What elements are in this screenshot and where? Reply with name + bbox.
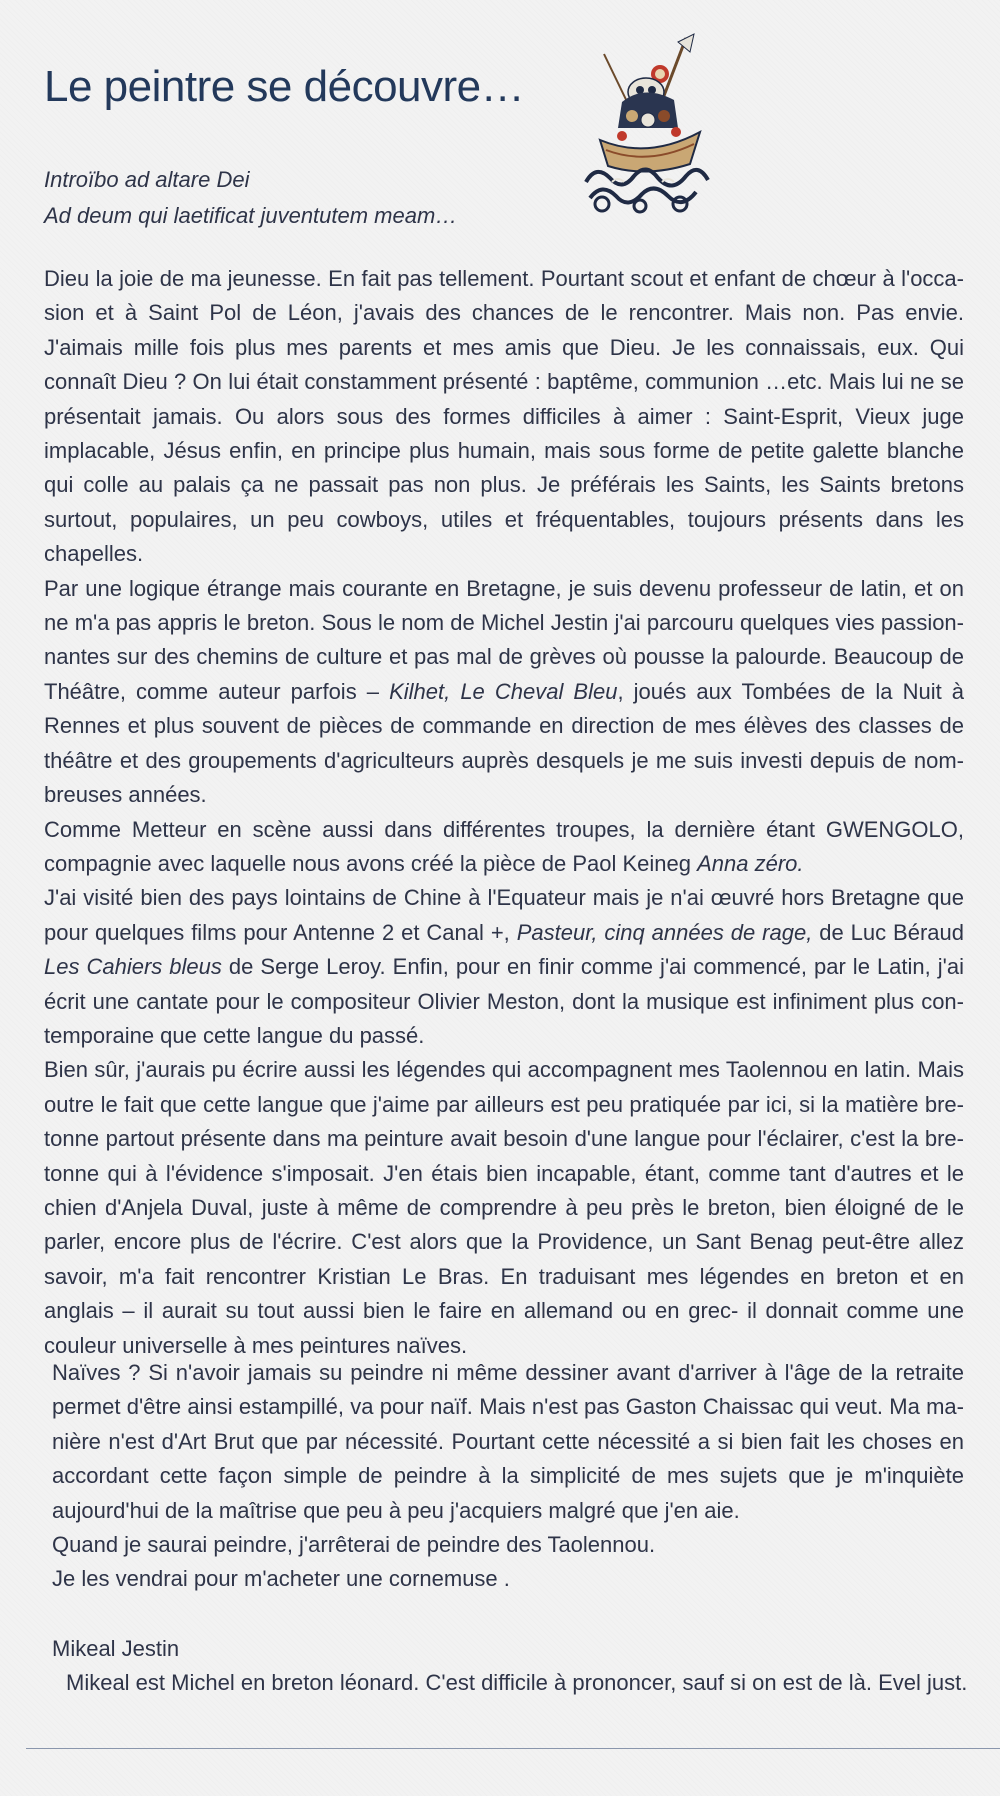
- second-paragraph-2: Quand je saurai peindre, j'arrêterai de peindre des Taolennou.: [52, 1532, 656, 1558]
- body-text: [44, 262, 964, 1363]
- second-paragraph-1: Naïves ? Si n'avoir jamais su peindre ni même dessiner avant d'arriver à l'âge de la retraite permet d'être ainsi estampillé, va pour naïf. Mais n'est pas Gaston Chaissac qui veut. Ma manière n'est d'Art Brut que par nécessité. Pourtant cette nécessité a si bien fait les choses en accordant cette façon simple de peindre à la simplicité de mes sujets que je m'inquiète aujourd'hui de la maîtrise que peu à peu j'acquiers malgré que j'en aie.: [52, 1360, 964, 1523]
- footer-divider: [26, 1748, 1000, 1749]
- body-paragraph-2: [44, 572, 964, 813]
- page-title: Le peintre se découvre…: [44, 62, 525, 111]
- text-run: , joués aux Tombées de la Nuit à Rennes et plus souvent de pièces de commande en direction de mes élèves des classes de théâtre et des groupements d'agriculteurs auprès desquels je me suis investi depuis de nombreuses années.: [44, 678, 965, 808]
- text-run: Par une logique étrange mais courante en Bretagne, je suis devenu professeur de latin, et on ne m'a pas appris le breton. Sous le nom de Michel Jestin j'ai parcouru quelques vies passionnantes sur des chemins de culture et pas mal de grèves où pousse la palourde. Beaucoup de Théâtre, comme auteur parfois –: [44, 575, 964, 704]
- play-titles: Kilhet, Le Cheval Bleu: [389, 678, 618, 704]
- film-title-1: Pasteur, cinq années de rage,: [516, 919, 813, 945]
- second-paragraph-3: Je les vendrai pour m'acheter une cornemuse .: [52, 1566, 510, 1592]
- epigraph-line-2: Ad deum qui laetificat juventutem meam…: [44, 203, 458, 228]
- text-run: de Serge Leroy. Enfin, pour en finir comme j'ai commencé, par le Latin, j'ai écrit une cantate pour le compositeur Olivier Meston, dont la musique est infiniment plus contemporaine que cette langue du passé.: [44, 954, 964, 1048]
- naive-painting-ship-icon: [582, 32, 712, 217]
- play-title: Anna zéro.: [697, 850, 804, 876]
- signature-note: Mikeal est Michel en breton léonard. C'est difficile à prononcer, sauf si on est de là. Evel just.: [66, 1670, 968, 1695]
- signature-name: Mikeal Jestin: [52, 1636, 180, 1661]
- text-run: de Luc Béraud: [812, 919, 964, 945]
- epigraph-line-1: Introïbo ad altare Dei: [44, 167, 250, 192]
- second-text: [52, 1356, 964, 1597]
- body-paragraph-5: Bien sûr, j'aurais pu écrire aussi les légendes qui accompagnent mes Taolennou en latin. Mais outre le fait que cette langue que j'aime par ailleurs est peu pratiquée par ici, si la matière bretonne partout présente dans ma peinture avait besoin d'une langue pour l'éclairer, c'est la bretonne qui à l'évidence s'imposait. J'en étais bien incapable, étant, comme tant d'autres et le chien d'Anjela Duval, juste à même de comprendre à peu près le breton, bien éloigné de le parler, encore plus de l'écrire. C'est alors que la Providence, un Sant Benag peut-être allez savoir, m'a fait rencontrer Kristian Le Bras. En traduisant mes légendes en breton et en anglais – il aurait su tout aussi bien le faire en allemand ou en grec- il donnait comme une couleur universelle à mes peintures naïves.: [44, 1057, 964, 1358]
- epigraph: [44, 162, 457, 234]
- body-paragraph-1: Dieu la joie de ma jeunesse. En fait pas tellement. Pourtant scout et enfant de chœur à l'occasion et à Saint Pol de Léon, j'avais des chances de le rencontrer. Mais non. Pas envie. J'aimais mille fois plus mes parents et mes amis que Dieu. Je les connaissais, eux. Qui connaît Dieu ? On lui était constamment présenté : baptême, communion …etc. Mais lui ne se présentait jamais. Ou alors sous des formes difficiles à aimer : Saint-Esprit, Vieux juge implacable, Jésus enfin, en principe plus humain, mais sous forme de petite galette blanche qui colle au palais ça ne passait pas non plus. Je préférais les Saints, les Saints bretons surtout, populaires, un peu cowboys, utiles et fréquentables, toujours présents dans les chapelles.: [44, 266, 964, 567]
- film-title-2: Les Cahiers bleus: [44, 954, 222, 980]
- body-paragraph-3: [44, 813, 964, 882]
- text-run: Comme Metteur en scène aussi dans différentes troupes, la dernière étant GWENGOLO, compagnie avec laquelle nous avons créé la pièce de Paol Keineg: [44, 816, 964, 876]
- text-run: J'ai visité bien des pays lointains de Chine à l'Equateur mais je n'ai œuvré hors Bretagne que pour quelques films pour Antenne 2 et Canal +,: [44, 885, 964, 945]
- body-paragraph-4: [44, 881, 964, 1053]
